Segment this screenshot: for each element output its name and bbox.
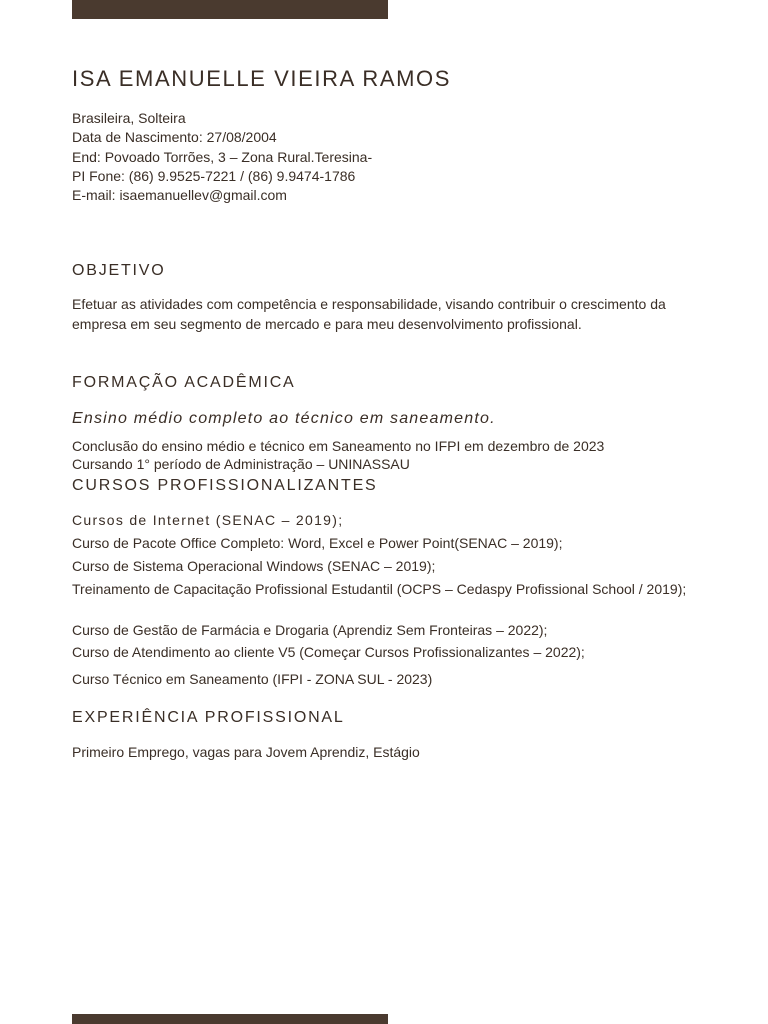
experiencia-text: Primeiro Emprego, vagas para Jovem Aprendiz, Estágio bbox=[72, 744, 420, 760]
nationality-status: Brasileira, Solteira bbox=[72, 110, 186, 126]
formacao-line-1: Conclusão do ensino médio e técnico em Saneamento no IFPI em dezembro de 2023 bbox=[72, 438, 605, 454]
formacao-subtitle: Ensino médio completo ao técnico em saneamento. bbox=[72, 410, 496, 427]
objetivo-heading: OBJETIVO bbox=[72, 262, 166, 279]
curso-item: Treinamento de Capacitação Profissional Estudantil (OCPS – Cedaspy Profissional School / 2019); bbox=[72, 581, 687, 597]
formacao-heading: FORMAÇÃO ACADÊMICA bbox=[72, 374, 296, 391]
curso-item: Curso Técnico em Saneamento (IFPI - ZONA SUL - 2023) bbox=[72, 671, 433, 687]
curso-item: Curso de Atendimento ao cliente V5 (Começar Cursos Profissionalizantes – 2022); bbox=[72, 644, 585, 660]
objetivo-text: Efetuar as atividades com competência e responsabilidade, visando contribuir o crescimento da empresa em seu segmento de mercado e para meu desenvolvimento profissional. bbox=[72, 296, 666, 332]
bottom-decorative-bar bbox=[72, 1014, 388, 1024]
curso-item: Curso de Gestão de Farmácia e Drogaria (Aprendiz Sem Fronteiras – 2022); bbox=[72, 622, 548, 638]
phone: PI Fone: (86) 9.9525-7221 / (86) 9.9474-1786 bbox=[72, 167, 356, 184]
experiencia-heading: EXPERIÊNCIA PROFISSIONAL bbox=[72, 709, 345, 726]
candidate-name: ISA EMANUELLE VIEIRA RAMOS bbox=[72, 66, 452, 91]
address: End: Povoado Torrões, 3 – Zona Rural.Teresina- bbox=[72, 148, 373, 165]
curso-item: Curso de Pacote Office Completo: Word, Excel e Power Point(SENAC – 2019); bbox=[72, 535, 563, 551]
formacao-line-2: Cursando 1° período de Administração – UNINASSAU bbox=[72, 456, 410, 472]
email: E-mail: isaemanuellev@gmail.com bbox=[72, 187, 287, 204]
birth-date: Data de Nascimento: 27/08/2004 bbox=[72, 129, 277, 146]
curso-item: Cursos de Internet (SENAC – 2019); bbox=[72, 512, 344, 528]
top-decorative-bar bbox=[72, 0, 388, 19]
contact-info bbox=[72, 109, 372, 205]
cursos-heading: CURSOS PROFISSIONALIZANTES bbox=[72, 477, 378, 494]
curso-item: Curso de Sistema Operacional Windows (SENAC – 2019); bbox=[72, 558, 436, 574]
